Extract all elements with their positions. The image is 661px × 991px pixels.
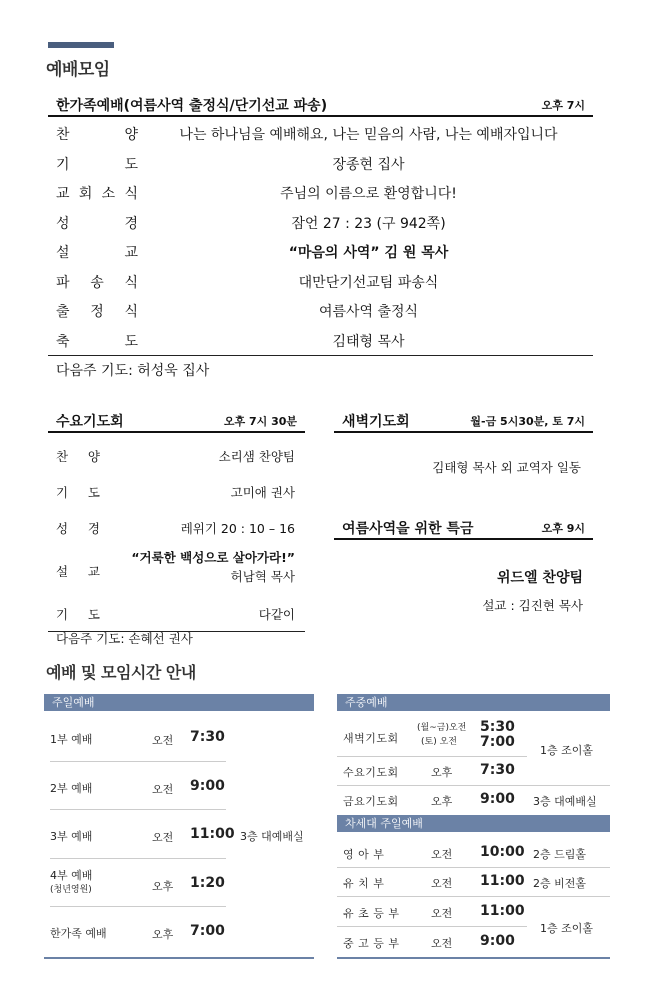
order-label: 설 교 [56,245,138,261]
next-gen-shared-place: 1층 조이홀 [540,922,593,935]
dawn-name: 새벽기도회 [342,414,410,430]
row-ampm: 오전 [152,782,174,796]
sunday-bottom-rule [44,957,314,959]
table-row [44,713,314,762]
row-hour: 7:00 [190,923,225,939]
order-label: 성 경 [56,521,100,536]
order-value: 주님의 이름으로 환영합니다! [280,186,457,202]
order-label: 찬 양 [56,449,100,464]
sunday-table [44,713,314,956]
order-row [48,473,305,509]
order-row [48,509,305,545]
special-header [334,516,593,540]
section-title-worship: 예배모임 [46,60,110,80]
sunday-place: 3층 대예배실 [240,830,304,843]
special-team: 위드엘 찬양팀 [496,570,583,586]
row-place: 2층 드림홀 [533,848,586,861]
row-ampm: 오전 [152,831,174,844]
order-value: 소리샘 찬양팀 [218,449,295,464]
row-ampm: 오전 [431,848,453,861]
table-row [44,907,314,956]
row-hour: 9:00 [190,777,225,794]
order-label: 파 송 식 [56,274,138,291]
row-hour: 5:30 [480,719,515,735]
header-accent-bar [48,42,114,48]
order-value: 대만단기선교팀 파송식 [298,274,439,291]
order-row [48,545,305,595]
order-value: 여름사역 출정식 [318,304,419,320]
row-hour: 11:00 [480,903,525,919]
row-ampm: 오전 [152,734,174,747]
dawn-time: 월-금 5시30분, 토 7시 [470,415,585,428]
weekday-band: 주중예배 [337,694,610,711]
row-ampm: 오전 [431,937,453,950]
row-hour: 7:30 [190,729,225,745]
order-label: 기 도 [56,156,138,173]
order-label: 기 도 [56,607,100,622]
sunday-band: 주일예배 [44,694,314,711]
main-next-prayer: 다음주 기도: 허성욱 집사 [56,363,210,379]
order-label: 설 교 [56,564,100,579]
weekday-bottom-rule [337,957,610,959]
row-place: 3층 대예배실 [533,795,597,808]
row-name: 4부 예배 (청년영원) [50,868,93,895]
main-service-header [48,95,593,117]
order-value: 잠언 27 : 23 (구 942쪽) [291,215,446,232]
row-ampm: 오후 [431,766,453,779]
order-label: 기 도 [56,485,100,500]
table-row [337,838,610,867]
row-name: 새벽기도회 [343,732,399,745]
order-row [48,326,593,356]
special-preacher: 설교 : 김진현 목사 [482,598,583,613]
row-ampm: 오전 [431,877,453,890]
next-gen-band: 차세대 주일예배 [337,815,610,832]
row-name: 2부 예배 [50,781,93,795]
order-value: 나는 하나님을 예배해요, 나는 믿음의 사람, 나는 예배자입니다 [179,127,558,143]
order-value: 고미애 권사 [230,485,295,500]
order-row [48,267,593,297]
schedule-title: 예배 및 모임시간 안내 [46,663,196,682]
order-row [48,178,593,208]
table-row [44,859,314,908]
row-name: 영 아 부 [343,848,385,861]
special-name: 여름사역을 위한 특금 [342,521,474,537]
row-hour: 9:00 [480,933,515,949]
row-ampm: (월~금)오전 [417,723,467,733]
row-ampm: 오후 [431,795,453,808]
row-name: 한가족 예배 [50,927,107,940]
order-label: 찬 양 [56,127,138,143]
row-hour: 9:00 [480,791,515,807]
order-value: 김태형 목사 [332,333,405,350]
main-service-order [48,119,593,356]
order-value: “거룩한 백성으로 살아가라!” [131,550,295,565]
wednesday-name: 수요기도회 [56,414,124,430]
row-hour: 11:00 [480,873,525,889]
row-name: 3부 예배 [50,830,93,843]
order-row [48,119,593,149]
order-value: 다같이 [258,607,295,622]
row-name: 1부 예배 [50,733,93,746]
row-ampm: 오후 [152,879,174,893]
order-label: 교 회 소 식 [56,186,138,202]
order-row [48,208,593,238]
table-row [337,756,610,785]
order-value: 장종현 집사 [332,156,405,173]
dawn-place: 1층 조이홀 [540,744,593,757]
row-name: 중 고 등 부 [343,937,400,950]
table-row [337,867,610,896]
order-label: 축 도 [56,333,138,350]
wednesday-next-prayer: 다음주 기도: 손혜선 권사 [56,631,193,646]
row-name: 유 치 부 [343,877,385,890]
row-hour: 7:30 [480,762,515,778]
order-label: 성 경 [56,215,138,232]
row-ampm: 오후 [152,928,174,941]
row-name: 금요기도회 [343,795,399,808]
order-label: 출 정 식 [56,304,138,320]
row-hour: 10:00 [480,844,525,860]
wednesday-time: 오후 7시 30분 [223,415,297,428]
order-row [48,149,593,179]
order-value: “마음의 사역” 김 원 목사 [288,245,449,261]
row-ampm: 오전 [431,907,453,920]
wednesday-order [48,437,305,632]
table-row [337,785,610,814]
order-value-preacher: 허남혁 목사 [230,569,295,584]
dawn-leaders: 김태형 목사 외 교역자 일동 [432,460,581,475]
row-place: 2층 비전홀 [533,877,586,890]
row-name: 수요기도회 [343,766,399,779]
main-service-name: 한가족예배(여름사역 출정식/단기선교 파송) [56,98,328,114]
order-row [48,595,305,631]
wednesday-header [48,409,305,433]
order-value: 레위기 20 : 10 – 16 [180,521,295,536]
order-row [48,237,593,267]
row-name: 유 초 등 부 [343,907,400,920]
row-ampm: (토) 오전 [421,737,457,747]
order-row [48,437,305,473]
row-hour: 1:20 [190,874,225,891]
order-row [48,296,593,326]
table-row [44,762,314,811]
row-hour: 11:00 [190,826,235,842]
main-service-time: 오후 7시 [541,99,585,112]
row-hour: 7:00 [480,734,515,750]
dawn-header [334,409,593,433]
special-time: 오후 9시 [541,522,585,535]
